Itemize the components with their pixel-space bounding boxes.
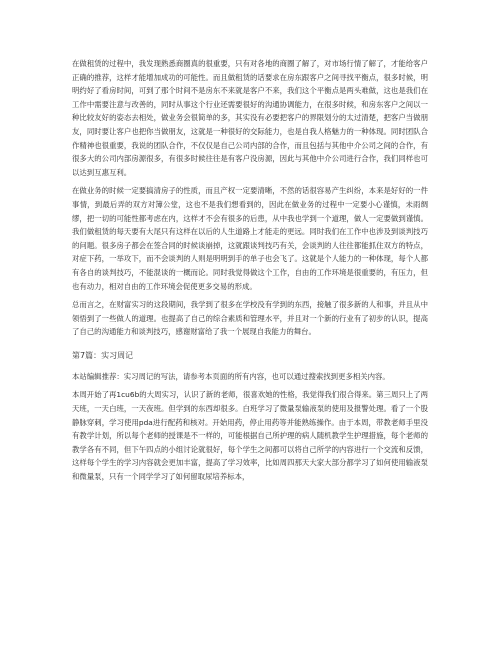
body-paragraph: 在做租赁的过程中，我发现熟悉商圈真的很重要，只有对各地的商圈了解了，对市场行情了解了，才能给客户正确的推荐，这样才能增加成功的可能性。而且做租赁的话要求在房东跟客户之间寻找平衡点，很多时候，明明约好了看房时间，可到了那个时间不是房东不来就是客户不来，我们这个平衡点是两头难做，这也是我们在工作中需要注意与改善的，同时从事这个行业还需要很好的沟通协调能力，在很多时候，和房东客户之间以一种比较友好的姿态去相处，做业务会很简单的多，其实没有必要把客户的界限划分的太过清楚，把客户当做朋友，同时要让客户也把你当做朋友，这就是一种很好的交际能力，也是自我人格魅力的一种体现。同时团队合作精神也很重要，我说的团队合作，不仅仅是自己公司内部的合作，而且包括与其他中介公司之间的合作，有很多大的公司内部房源很多，有很多时候往往是有客户没房源，因此与其他中介公司进行合作，我们同样也可以达到互惠互利。 <box>72 59 428 177</box>
section-heading: 第7篇：实习周记 <box>72 350 134 360</box>
body-paragraph: 在做业务的时候一定要搞清房子的性质，而且产权一定要清晰，不然的话很容易产生纠纷，本来是好好的一件事情，到最后弄的双方对簿公堂，这也不是我们想看到的，因此在做业务的过程中一定要小心谨慎，未雨绸缪，把一切的可能性都考虑在内，这样才不会有很多的后患，从中我也学到一个道理，做人一定要做到谨慎。我们做租赁的每天要有大尾只有这样在以后的人生道路上才能走的更远。同时我们在工作中也涉及到谈判技巧的问题。很多房子都会在签合同的时候谈崩掉，这就跟谈判技巧有关，会谈判的人往往都能抓住双方的特点，对症下药，一举攻下，而不会谈判的人则是明明到手的单子也会飞了。这就是个人能力的一种体现，每个人都有各自的谈判技巧，不能混谈的一概而论。同时我觉得做这个工作，自由的工作环境是很重要的，有压力，但也有动力，相对自由的工作环境会促使更多交易的形成。 <box>72 186 428 291</box>
body-paragraph: 本周开始了再1cu6b的大周实习，认识了新的老师，很喜欢她的性格，我觉得我们很合得来。第三周只上了两天班，一天白班，一天夜班。但学到的东西却很多。白班学习了微量泵输液泵的使用及报警处理。看了一个股静脉穿刺，学习使用pda进行配药和核对。开始用药，停止用药等并能熟练操作。由于本周，带教老师手里没有教学计划，所以每个老师的授课是不一样的，可能根据自己所护理的病人随机教学生护理措施，每个老师的教学各有不同，但下午四点的小组讨论就很好，每个学生之间都可以将自己所学的内容进行一个交流和反馈，这样每个学生的学习内容就会更加丰富，提高了学习效率，比如周四那天大家大部分都学习了如何使用输液泵和微量泵，只有一个同学学习了如何留取尿培养标本， <box>72 390 428 482</box>
body-paragraph: 总而言之，在财富实习的这段期间，我学到了很多在学校没有学到的东西，接触了很多新的人和事，并且从中领悟到了一些做人的道理。也提高了自己的综合素质和管理水平，并且对一个新的行业有了初步的认识，提高了自己的沟通能力和谈判技巧，感谢财富给了我一个展现自我能力的舞台。 <box>72 300 428 337</box>
body-paragraph: 本站编辑推荐：实习周记的写法，请参考本页面的所有内容，也可以通过搜索找到更多相关内容。 <box>72 371 390 381</box>
